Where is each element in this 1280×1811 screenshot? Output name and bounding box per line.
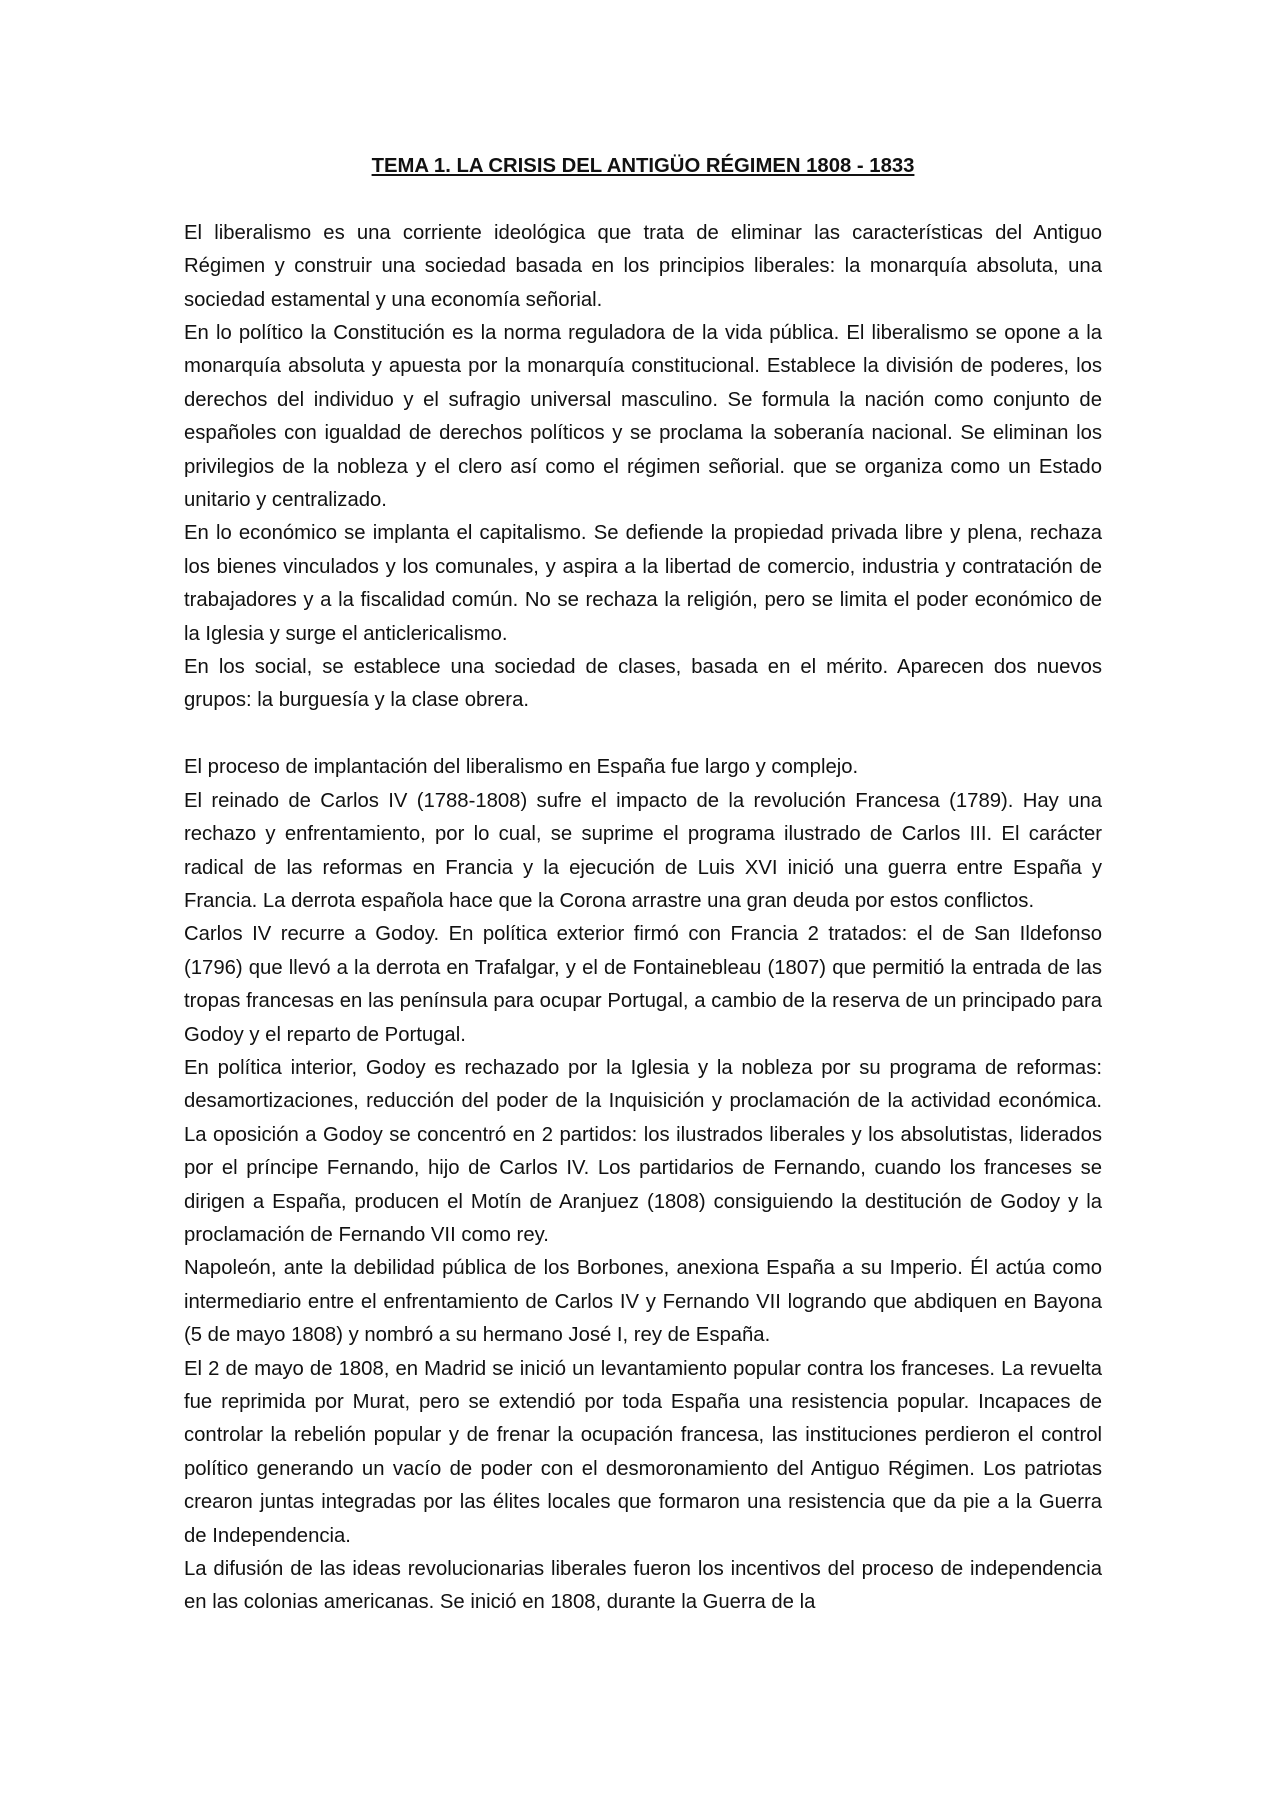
paragraph-dos-de-mayo: El 2 de mayo de 1808, en Madrid se inició un levantamiento popular contra los franceses. La revuelta fue reprimida por Murat, pero se extendió por toda España una resistencia popular. Incapaces de controlar la rebelión popular y de frenar la ocupación francesa, las instituciones perdieron el control político generando un vacío de poder con el desmoronamiento del Antiguo Régimen. Los patriotas crearon juntas integradas por las élites locales que formaron una resistencia que da pie a la Guerra de Independencia. [184,1357,1102,1547]
paragraph-liberalismo: El liberalismo es una corriente ideológica que trata de eliminar las características del Antiguo Régimen y construir una sociedad basada en los principios liberales: la monarquía absoluta, una sociedad estamental y una economía señorial. [184,221,1102,311]
paragraph-spacer [184,718,1102,751]
document-title: TEMA 1. LA CRISIS DEL ANTIGÜO RÉGIMEN 1808 - 1833 [371,155,915,177]
paragraph-carlos-iv: El reinado de Carlos IV (1788-1808) sufre el impacto de la revolución Francesa (1789). Hay una rechazo y enfrentamiento, por lo cual, se suprime el programa ilustrado de Carlos III. El carácter radical de las reformas en Francia y la ejecución de Luis XVI inició una guerra entre España y Francia. La derrota española hace que la Corona arrastre una gran deuda por estos conflictos. [184,789,1102,912]
paragraph-proceso: El proceso de implantación del liberalismo en España fue largo y complejo. [184,756,859,779]
paragraph-colonias: La difusión de las ideas revolucionarias liberales fueron los incentivos del proceso de independencia en las colonias americanas. Se inició en 1808, durante la Guerra de la [184,1558,1102,1614]
paragraph-economico: En lo económico se implanta el capitalismo. Se defiende la propiedad privada libre y plena, rechaza los bienes vinculados y los comunales, y aspira a la libertad de comercio, industria y contratación de trabajadores y a la fiscalidad común. No se rechaza la religión, pero se limita el poder económico de la Iglesia y surge el anticlericalismo. [184,522,1102,645]
paragraph-politico: En lo político la Constitución es la norma reguladora de la vida pública. El liberalismo se opone a la monarquía absoluta y apuesta por la monarquía constitucional. Establece la división de poderes, los derechos del individuo y el sufragio universal masculino. Se formula la nación como conjunto de españoles con igualdad de derechos políticos y se proclama la soberanía nacional. Se eliminan los privilegios de la nobleza y el clero así como el régimen señorial. que se organiza como un Estado unitario y centralizado. [184,322,1102,512]
paragraph-godoy-exterior: Carlos IV recurre a Godoy. En política exterior firmó con Francia 2 tratados: el de San Ildefonso (1796) que llevó a la derrota en Trafalgar, y el de Fontainebleau (1807) que permitió la entrada de las tropas francesas en las península para ocupar Portugal, a cambio de la reserva de un principado para Godoy y el reparto de Portugal. [184,923,1102,1046]
document-body [184,150,1102,1620]
paragraph-social: En los social, se establece una sociedad de clases, basada en el mérito. Aparecen dos nuevos grupos: la burguesía y la clase obrera. [184,656,1102,712]
paragraph-godoy-interior: En política interior, Godoy es rechazado por la Iglesia y la nobleza por su programa de reformas: desamortizaciones, reducción del poder de la Inquisición y proclamación de la actividad económica. La oposición a Godoy se concentró en 2 partidos: los ilustrados liberales y los absolutistas, liderados por el príncipe Fernando, hijo de Carlos IV. Los partidarios de Fernando, cuando los franceses se dirigen a España, producen el Motín de Aranjuez (1808) consiguiendo la destitución de Godoy y la proclamación de Fernando VII como rey. [184,1056,1102,1246]
paragraph-napoleon: Napoleón, ante la debilidad pública de los Borbones, anexiona España a su Imperio. Él actúa como intermediario entre el enfrentamiento de Carlos IV y Fernando VII logrando que abdiquen en Bayona (5 de mayo 1808) y nombró a su hermano José I, rey de España. [184,1257,1102,1347]
